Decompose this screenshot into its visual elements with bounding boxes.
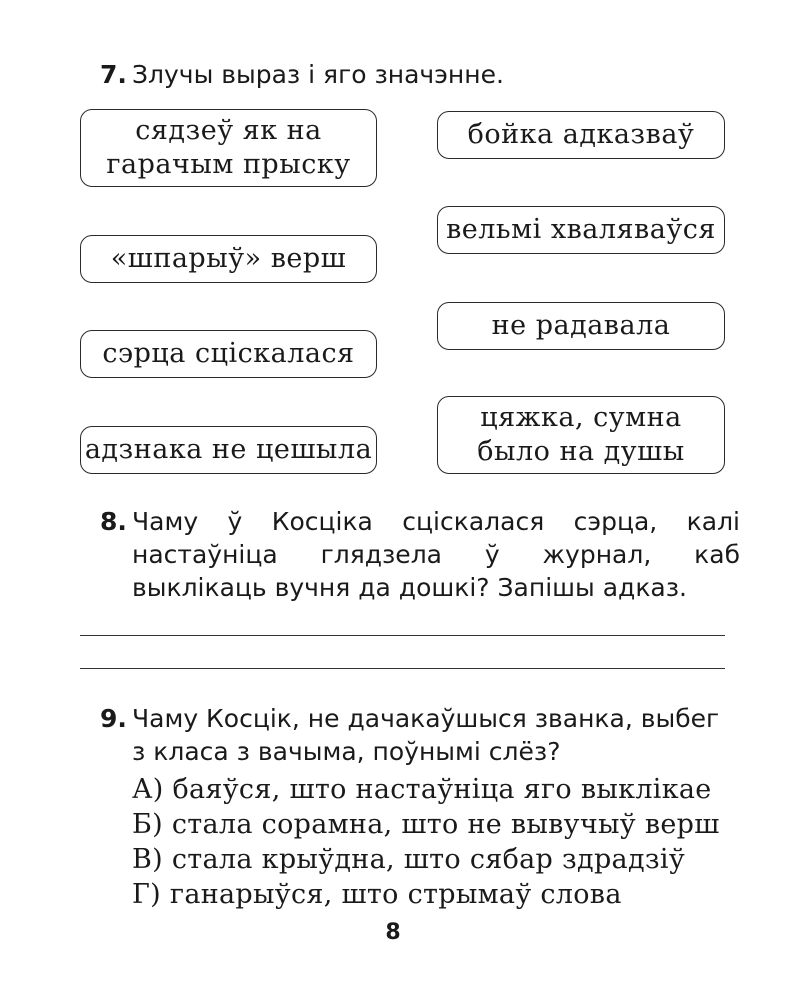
task-9 bbox=[100, 702, 740, 768]
right-item-3[interactable] bbox=[437, 302, 725, 350]
right-item-1-text: бойка адказваў bbox=[467, 119, 695, 150]
answer-line-2[interactable] bbox=[80, 668, 725, 669]
right-item-4[interactable] bbox=[437, 396, 725, 474]
left-item-2[interactable] bbox=[80, 235, 377, 283]
left-item-3-text: сэрца сціскалася bbox=[102, 338, 355, 369]
task-7-text: Злучы выраз і яго значэнне. bbox=[132, 60, 504, 89]
option-b[interactable]: Б) стала сорамна, што не вывучыў верш bbox=[132, 809, 720, 840]
task-9-text: Чаму Косцік, не дачакаўшыся званка, выбег з класа з вачыма, поўнымі слёз? bbox=[132, 704, 720, 766]
right-item-2-text: вельмі хваляваўся bbox=[446, 214, 716, 245]
task-7 bbox=[100, 58, 504, 91]
task-8-number: 8. bbox=[100, 507, 127, 536]
left-item-3[interactable] bbox=[80, 330, 377, 378]
task-8 bbox=[100, 505, 740, 604]
option-a[interactable]: А) баяўся, што настаўніца яго выклікае bbox=[132, 774, 712, 805]
right-item-4-line-2: было на душы bbox=[477, 436, 685, 467]
right-item-2[interactable] bbox=[437, 206, 725, 254]
left-item-4-text: адзнака не цешыла bbox=[84, 434, 373, 465]
left-item-4[interactable] bbox=[80, 426, 377, 474]
left-item-1[interactable] bbox=[80, 109, 377, 187]
option-d[interactable]: Г) ганарыўся, што стрымаў слова bbox=[132, 879, 622, 910]
left-item-1-line-2: гарачым прыску bbox=[106, 149, 351, 180]
left-item-2-text: «шпарыў» верш bbox=[110, 243, 347, 274]
task-9-number: 9. bbox=[100, 704, 127, 733]
task-9-options bbox=[132, 772, 720, 912]
answer-line-1[interactable] bbox=[80, 635, 725, 636]
task-7-number: 7. bbox=[100, 60, 127, 89]
left-item-1-line-1: сядзеў як на bbox=[135, 115, 322, 146]
right-item-4-line-1: цяжка, сумна bbox=[480, 402, 682, 433]
right-item-3-text: не радавала bbox=[491, 310, 671, 341]
task-8-text: Чаму ў Косціка сціскалася сэрца, калі настаўніца глядзела ў журнал, каб выклікаць вучня да дошкі? Запішы адказ. bbox=[132, 507, 740, 602]
option-c[interactable]: В) стала крыўдна, што сябар здрадзіў bbox=[132, 844, 686, 875]
page-number: 8 bbox=[385, 920, 401, 945]
right-item-1[interactable] bbox=[437, 111, 725, 159]
